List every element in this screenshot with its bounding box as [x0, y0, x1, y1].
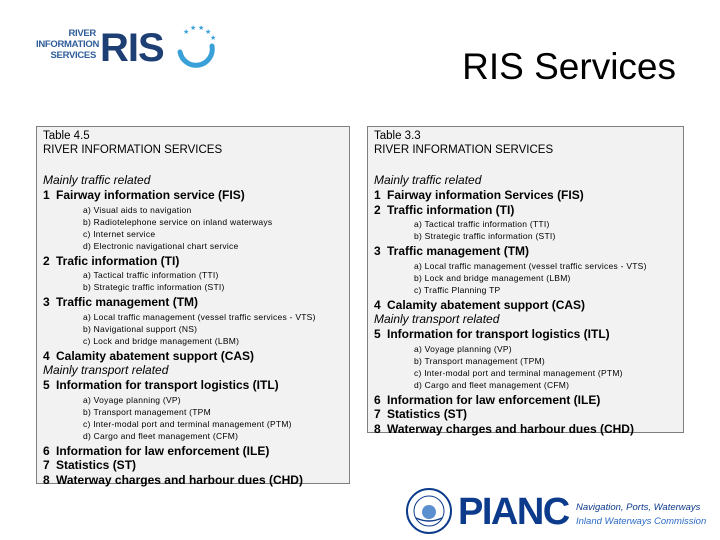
category-transport: Mainly transport related — [43, 363, 169, 377]
service-label: Statistics (ST) — [56, 458, 137, 472]
service-num: 5 — [43, 378, 50, 392]
list-item: a) Voyage planning (VP) — [83, 394, 181, 405]
list-item: c) Inter-modal port and terminal management (PTM) — [414, 367, 623, 378]
table-heading: RIVER INFORMATION SERVICES — [374, 144, 554, 156]
service-label: Waterway charges and harbour dues (CHD) — [387, 421, 634, 436]
service-label: Fairway information service (FIS) — [56, 188, 245, 202]
list-item: d) Electronic navigational chart service — [83, 240, 239, 251]
list-item: b) Transport management (TPM — [83, 406, 211, 417]
service-label: Statistics (ST) — [387, 407, 468, 421]
service-ti — [374, 203, 677, 218]
service-label: Traffic management (TM) — [56, 295, 199, 309]
list-item: c) Inter-modal port and terminal management (PTM) — [83, 418, 292, 429]
service-cas — [43, 349, 343, 364]
list-item: b) Strategic traffic information (STI) — [83, 282, 225, 292]
list-item: a) Tactical traffic information (TTI) — [414, 219, 550, 229]
pianc-tagline: Navigation, Ports, Waterways — [576, 502, 701, 513]
list-item: b) Strategic traffic information (STI) — [414, 231, 556, 241]
service-ile — [43, 444, 343, 459]
itl-subitems — [43, 394, 343, 442]
ris-logo-line-2: INFORMATION — [36, 39, 100, 50]
service-chd — [374, 422, 677, 437]
svg-text:★: ★ — [210, 34, 217, 42]
ti-subitems — [374, 218, 677, 242]
list-item: b) Navigational support (NS) — [83, 323, 198, 334]
svg-text:★: ★ — [198, 24, 205, 32]
service-itl — [43, 378, 343, 393]
service-label: Fairway information Services (FIS) — [387, 188, 584, 202]
service-label: Information for law enforcement (ILE) — [56, 443, 270, 458]
service-fis — [43, 188, 343, 203]
service-label: Calamity abatement support (CAS) — [387, 297, 586, 312]
service-label: Information for transport logistics (ITL) — [56, 378, 279, 392]
table-3-3-panel — [367, 126, 684, 436]
service-ile — [374, 393, 677, 408]
service-itl — [374, 327, 677, 342]
list-item: d) Cargo and fleet management (CFM) — [83, 430, 239, 441]
ti-subitems — [43, 269, 343, 293]
service-num: 1 — [374, 188, 381, 202]
list-item: b) Radiotelephone service on inland waterways — [83, 216, 273, 227]
table-ref: Table 3.3 — [374, 130, 421, 142]
service-num: 5 — [374, 327, 381, 341]
list-item: c) Internet service — [83, 228, 156, 239]
pianc-commission: Inland Waterways Commission — [576, 516, 707, 527]
ris-logo — [36, 20, 217, 70]
service-num: 4 — [43, 348, 50, 363]
service-num: 4 — [374, 297, 381, 312]
service-label: Information for transport logistics (ITL) — [387, 327, 610, 341]
list-item: a) Local traffic management (vessel traffic services - VTS) — [414, 260, 647, 271]
service-num: 2 — [43, 253, 50, 268]
list-item: a) Local traffic management (vessel traffic services - VTS) — [83, 311, 316, 322]
service-tm — [43, 295, 343, 310]
list-item: b) Lock and bridge management (LBM) — [414, 272, 571, 283]
table-ref: Table 4.5 — [43, 130, 90, 142]
service-num: 8 — [374, 421, 381, 436]
list-item: c) Lock and bridge management (LBM) — [83, 335, 240, 346]
service-chd — [43, 473, 343, 488]
service-num: 6 — [43, 443, 50, 458]
ris-logo-line-3: SERVICES — [50, 50, 96, 61]
tm-subitems — [43, 311, 343, 347]
ris-logo-big-text: RIS — [100, 26, 164, 70]
tm-subitems — [374, 260, 677, 296]
service-num: 7 — [43, 458, 50, 472]
table-4-5-panel — [36, 126, 350, 487]
service-label: Calamity abatement support (CAS) — [56, 348, 255, 363]
pianc-wordmark: PIANC — [458, 491, 569, 533]
table-heading: RIVER INFORMATION SERVICES — [43, 144, 223, 156]
service-num: 7 — [374, 407, 381, 421]
service-fis — [374, 188, 677, 203]
service-st — [374, 407, 677, 422]
service-num: 6 — [374, 392, 381, 407]
service-label: Trafic information (TI) — [56, 253, 180, 268]
service-label: Waterway charges and harbour dues (CHD) — [56, 472, 303, 487]
list-item: d) Cargo and fleet management (CFM) — [414, 379, 570, 390]
list-item: a) Visual aids to navigation — [83, 204, 192, 215]
service-num: 8 — [43, 472, 50, 487]
service-label: Traffic management (TM) — [387, 244, 530, 258]
pianc-logo — [404, 486, 716, 538]
ris-star-ring-icon — [170, 22, 218, 70]
itl-subitems — [374, 343, 677, 391]
service-label: Information for law enforcement (ILE) — [387, 392, 601, 407]
svg-text:★: ★ — [183, 28, 190, 36]
service-label: Traffic information (TI) — [387, 202, 515, 217]
service-num: 3 — [43, 295, 50, 309]
list-item: a) Tactical traffic information (TTI) — [83, 270, 219, 280]
category-transport: Mainly transport related — [374, 312, 500, 326]
ris-logo-line-1: RIVER — [68, 28, 96, 39]
service-num: 1 — [43, 188, 50, 202]
list-item: c) Traffic Planning TP — [414, 284, 501, 295]
service-num: 2 — [374, 202, 381, 217]
svg-text:★: ★ — [205, 28, 212, 36]
list-item: b) Transport management (TPM) — [414, 355, 546, 366]
slide-title: RIS Services — [462, 46, 676, 87]
service-cas — [374, 298, 677, 313]
service-num: 3 — [374, 244, 381, 258]
svg-text:★: ★ — [190, 24, 197, 32]
service-ti — [43, 254, 343, 269]
service-tm — [374, 244, 677, 259]
pianc-seal-icon — [404, 486, 454, 536]
ris-logo-small-text — [36, 28, 100, 61]
fis-subitems — [43, 204, 343, 252]
category-traffic: Mainly traffic related — [43, 173, 151, 187]
service-st — [43, 458, 343, 473]
list-item: a) Voyage planning (VP) — [414, 343, 512, 354]
category-traffic: Mainly traffic related — [374, 173, 482, 187]
